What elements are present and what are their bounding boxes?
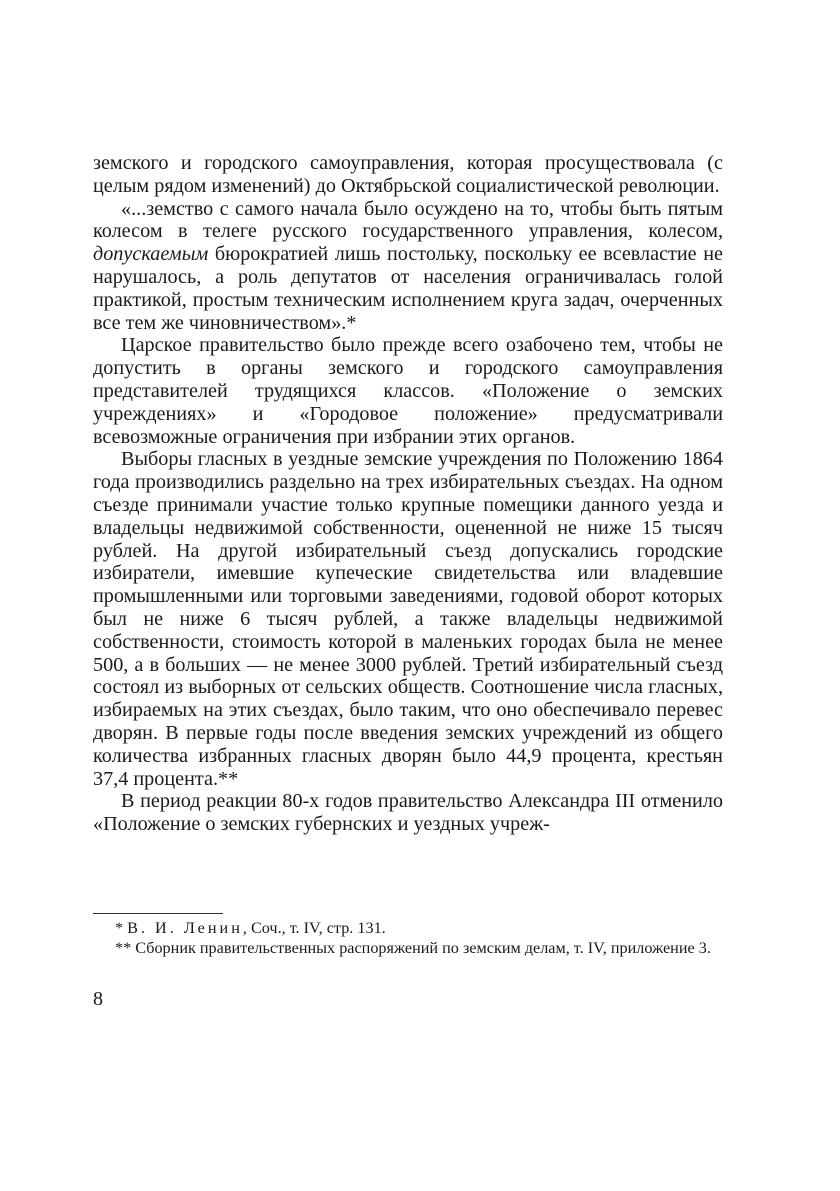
paragraph-1: земского и городского самоуправления, которая просуществовала (с целым рядом изменений) до Октябрьской социалистической революции.: [93, 152, 723, 197]
footnote-1-source: , Соч., т. IV, стр. 131.: [242, 919, 386, 937]
page-number: 8: [93, 988, 103, 1010]
footnotes: [93, 918, 723, 958]
quote-text-after: бюрократией лишь постольку, поскольку ее всевластие не нарушалось, а роль депутатов от населения ограничивалась голой практикой, простым техническим исполнением круга задач, очерченных все тем же чиновничеством».*: [93, 243, 723, 334]
paragraph-2-quote: [93, 198, 723, 335]
footnote-1-author: В. И. Ленин: [127, 919, 243, 937]
footnote-2: [93, 938, 723, 958]
paragraph-3: Царское правительство было прежде всего озабочено тем, чтобы не допустить в органы земского и городского самоуправления представителей трудящихся классов. «Положение о земских учреждениях» и «Городовое положение» предусматривали всевозможные ограничения при избрании этих органов.: [93, 334, 723, 448]
paragraph-5: В период реакции 80-х годов правительство Александра III отменило «Положение о земских губернских и уездных учреж-: [93, 790, 723, 836]
footnote-1-mark: *: [115, 919, 124, 937]
main-text: [93, 152, 723, 836]
footnote-2-text: Сборник правительственных распоряжений по земским делам, т. IV, приложение 3.: [135, 939, 711, 957]
footnote-divider: [93, 913, 223, 914]
quote-text-before: «...земство с самого начала было осуждено на то, чтобы быть пятым колесом в телеге русского государственного управления, колесом,: [93, 197, 723, 243]
quote-italic-word: допускаемым: [93, 243, 209, 266]
paragraph-4: Выборы гласных в уездные земские учреждения по Положению 1864 года производились раздельно на трех избирательных съездах. На одном съезде принимали участие только крупные помещики данного уезда и владельцы недвижимой собственности, оцененной не ниже 15 тысяч рублей. На другой избирательный съезд допускались городские избиратели, имевшие купеческие свидетельства или владевшие промышленными или торговыми заведениями, годовой оборот которых был не ниже 6 тысяч рублей, а также владельцы недвижимой собственности, стоимость которой в маленьких городах была не менее 500, а в больших — не менее 3000 рублей. Третий избирательный съезд состоял из выборных от сельских обществ. Соотношение числа гласных, избираемых на этих съездах, было таким, что оно обеспечивало перевес дворян. В первые годы после введения земских учреждений из общего количества избранных гласных дворян было 44,9 процента, крестьян 37,4 процента.**: [93, 448, 723, 790]
footnote-2-mark: **: [115, 939, 132, 957]
footnote-1: [93, 918, 723, 938]
